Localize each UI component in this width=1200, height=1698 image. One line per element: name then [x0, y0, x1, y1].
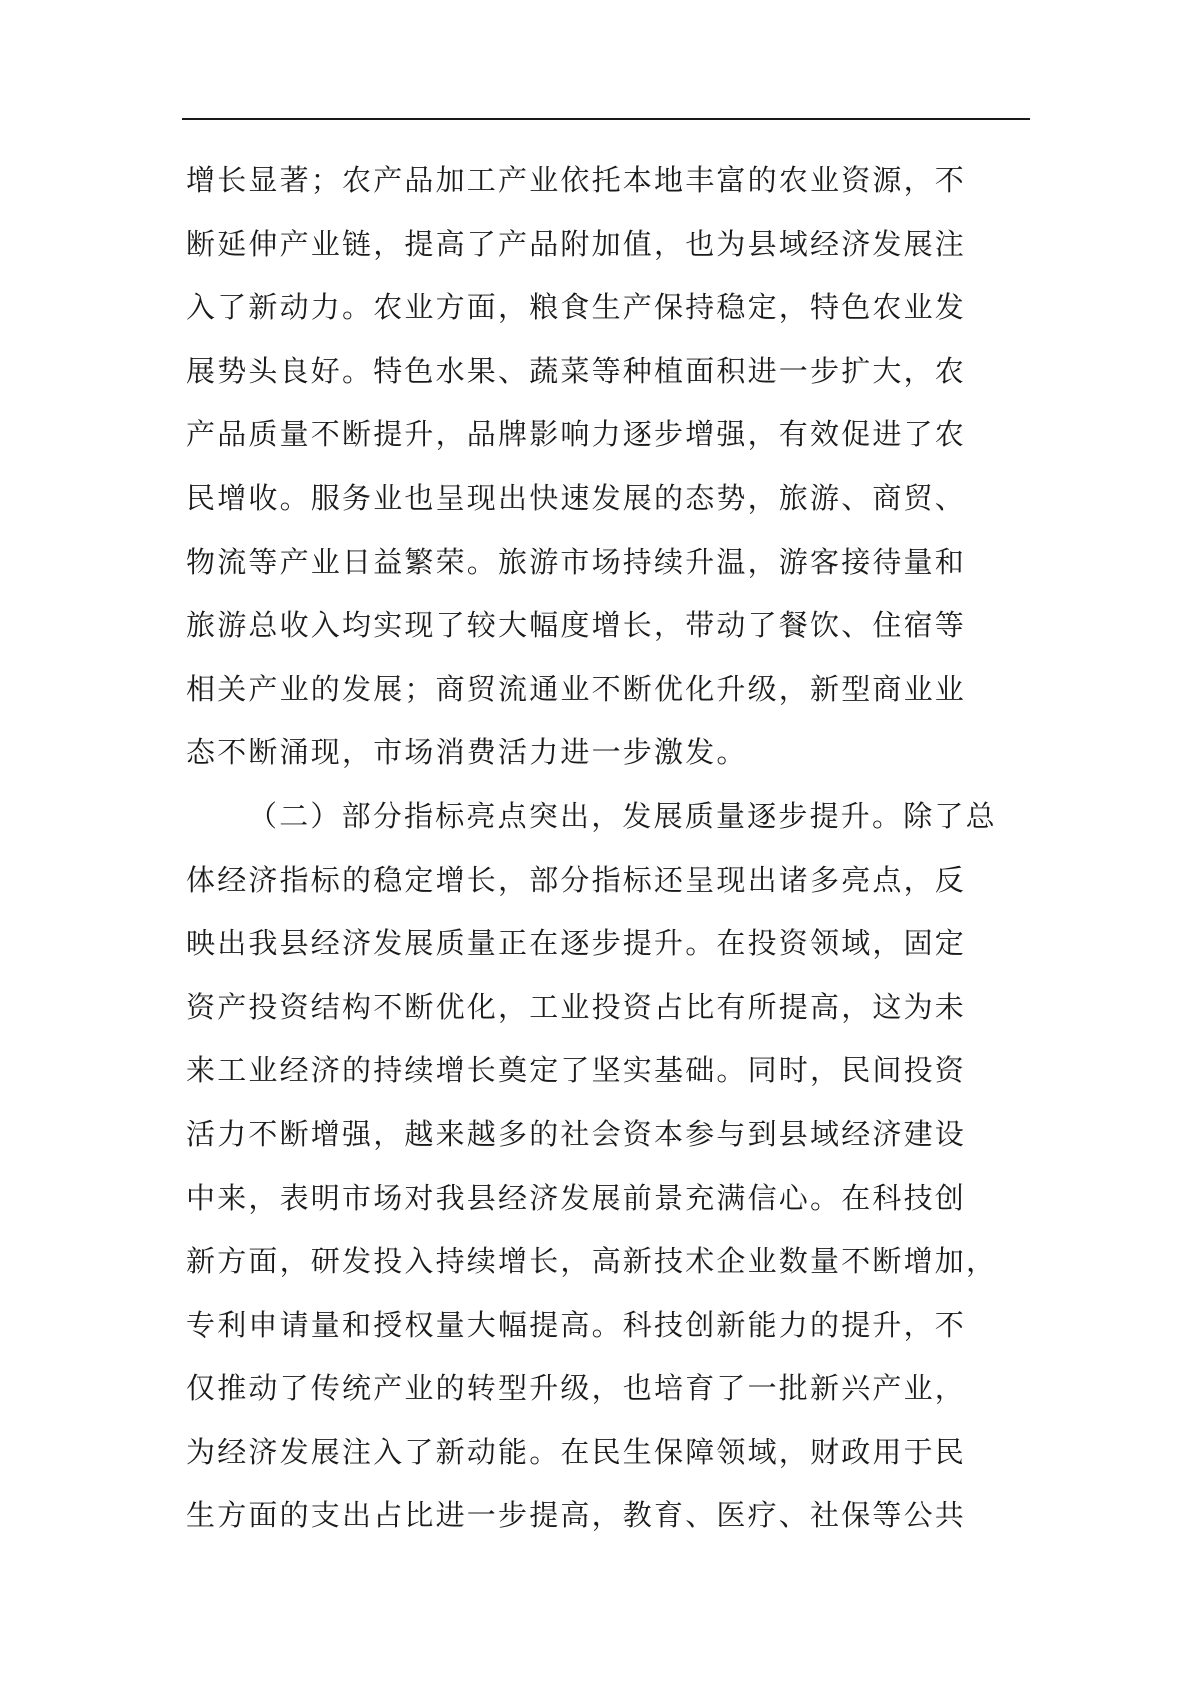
text-line: 增长显著；农产品加工产业依托本地丰富的农业资源，不 — [186, 163, 967, 197]
text-line: 断延伸产业链，提高了产品附加值，也为县域经济发展注 — [186, 226, 967, 261]
body-text — [186, 149, 1086, 1548]
text-line: 新方面，研发投入持续增长，高新技术企业数量不断增加， — [186, 1244, 998, 1279]
text-line: 活力不断增强，越来越多的社会资本参与到县域经济建设 — [186, 1116, 967, 1151]
text-line: 旅游总收入均实现了较大幅度增长，带动了餐饮、住宿等 — [186, 608, 967, 643]
text-line: 态不断涌现，市场消费活力进一步激发。 — [186, 735, 748, 770]
text-line: 生方面的支出占比进一步提高，教育、医疗、社保等公共 — [186, 1498, 967, 1533]
text-line: 为经济发展注入了新动能。在民生保障领域，财政用于民 — [186, 1434, 967, 1469]
text-line: 民增收。服务业也呈现出快速发展的态势，旅游、商贸、 — [186, 480, 967, 515]
text-line: 资产投资结构不断优化，工业投资占比有所提高，这为未 — [186, 989, 967, 1024]
text-line: 仅推动了传统产业的转型升级，也培育了一批新兴产业， — [186, 1371, 967, 1406]
text-line: 来工业经济的持续增长奠定了坚实基础。同时，民间投资 — [186, 1053, 967, 1088]
text-line: 入了新动力。农业方面，粮食生产保持稳定，特色农业发 — [186, 290, 967, 325]
text-line: 映出我县经济发展质量正在逐步提升。在投资领域，固定 — [186, 926, 967, 961]
text-line: 物流等产业日益繁荣。旅游市场持续升温，游客接待量和 — [186, 544, 967, 579]
text-line: 产品质量不断提升，品牌影响力逐步增强，有效促进了农 — [186, 417, 967, 452]
section-heading-line: （二）部分指标亮点突出，发展质量逐步提升。除了总 — [248, 798, 997, 833]
text-line: 专利申请量和授权量大幅提高。科技创新能力的提升，不 — [186, 1307, 967, 1342]
header-rule — [182, 118, 1030, 120]
text-line: 中来，表明市场对我县经济发展前景充满信心。在科技创 — [186, 1180, 967, 1215]
text-line: 展势头良好。特色水果、蔬菜等种植面积进一步扩大，农 — [186, 353, 967, 388]
text-line: 相关产业的发展；商贸流通业不断优化升级，新型商业业 — [186, 671, 967, 706]
text-line: 体经济指标的稳定增长，部分指标还呈现出诸多亮点，反 — [186, 862, 967, 897]
